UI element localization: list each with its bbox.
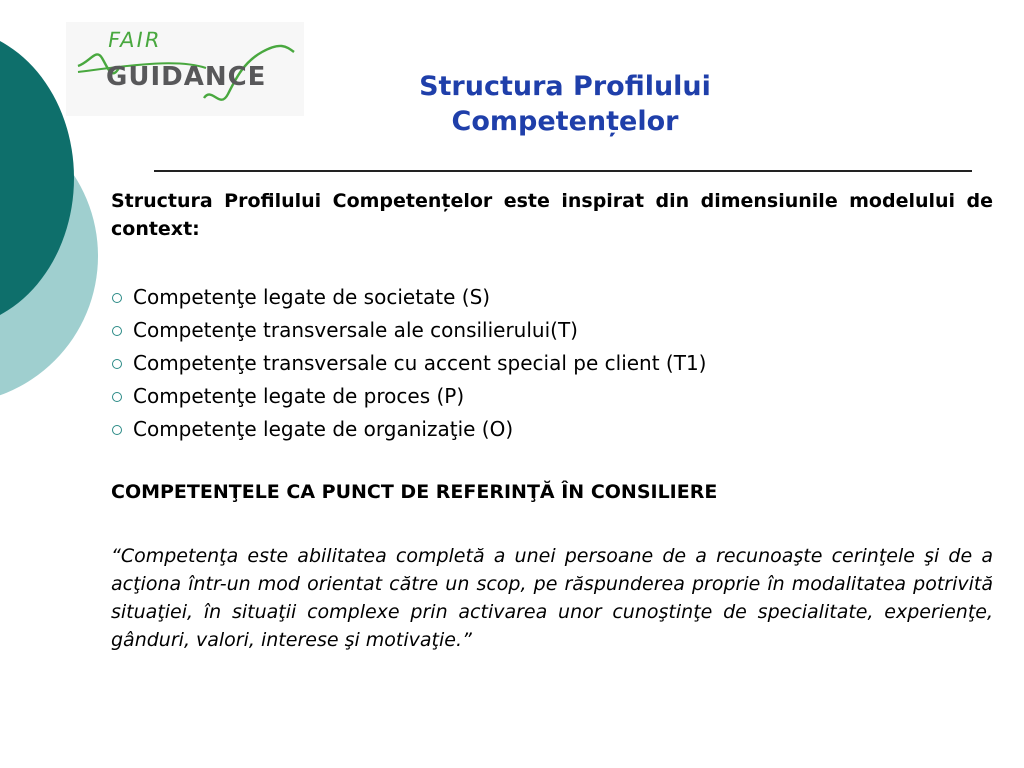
- hollow-circle-bullet-icon: [112, 293, 122, 303]
- list-item-text: Competenţe transversale ale consilierului(T): [133, 318, 578, 342]
- list-item-text: Competenţe transversale cu accent special pe client (T1): [133, 351, 707, 375]
- hollow-circle-bullet-icon: [112, 425, 122, 435]
- title-divider: [154, 170, 972, 172]
- section-heading: COMPETENŢELE CA PUNCT DE REFERINŢĂ ÎN CONSILIERE: [111, 481, 718, 503]
- list-item: [111, 281, 993, 314]
- competence-list: [111, 281, 993, 446]
- logo-text-guidance: GUIDANCE: [106, 62, 267, 92]
- list-item: [111, 380, 993, 413]
- hollow-circle-bullet-icon: [112, 359, 122, 369]
- hollow-circle-bullet-icon: [112, 326, 122, 336]
- list-item-text: Competenţe legate de proces (P): [133, 384, 465, 408]
- list-item: [111, 347, 993, 380]
- list-item-text: Competenţe legate de organizaţie (O): [133, 417, 514, 441]
- page-title-line-1: Structura Profilului: [419, 71, 711, 102]
- list-item: [111, 413, 993, 446]
- page-title-line-2: Competențelor: [451, 106, 679, 137]
- definition-quote: “Competenţa este abilitatea completă a unei persoane de a recunoaşte cerinţele şi de a acţiona într-un mod orientat către un scop, pe răspunderea proprie în modalitatea potrivită situaţiei, în situaţii complexe prin activarea unor cunoştinţe de specialitate, experienţe, gânduri, valori, interese şi motivaţie.”: [111, 545, 993, 651]
- hollow-circle-bullet-icon: [112, 392, 122, 402]
- fair-guidance-logo: [66, 22, 304, 116]
- list-item-text: Competenţe legate de societate (S): [133, 285, 491, 309]
- intro-paragraph: Structura Profilului Competențelor este inspirat din dimensiunile modelului de context:: [111, 190, 993, 240]
- list-item: [111, 314, 993, 347]
- logo-text-fair: FAIR: [105, 28, 164, 52]
